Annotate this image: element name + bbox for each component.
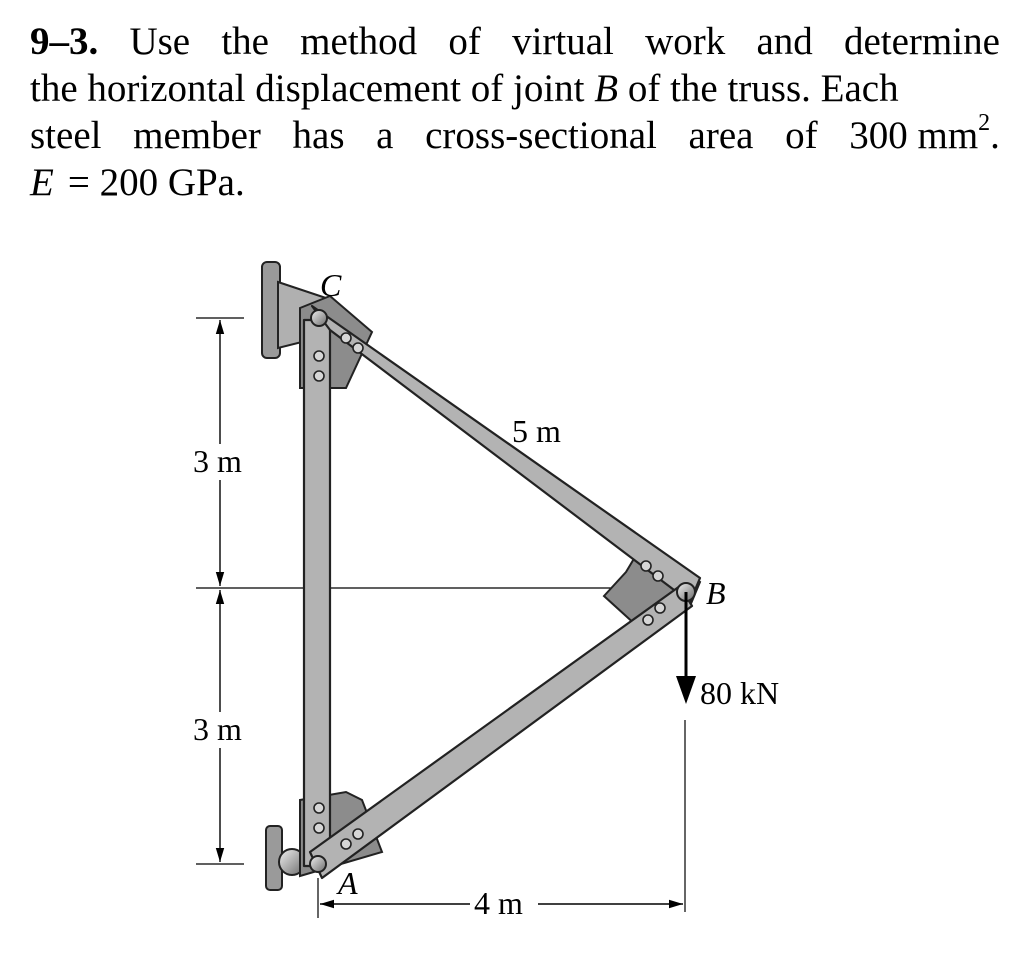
bolt [314,803,324,813]
word: member [133,114,261,157]
word: area [688,114,754,157]
dim-upper-label: 3 m [193,443,242,479]
dim-bottom-label: 4 m [474,885,523,921]
area-number: 300 mm [849,114,979,157]
joint-b-ref: B [594,67,619,110]
load-label: 80 kN [700,675,780,711]
line-2-text-a: the horizontal displacement of joint [30,67,595,110]
dim-lower-label: 3 m [193,711,242,747]
problem-line-2 [30,65,1000,112]
word: a [376,114,394,157]
bolt [314,351,324,361]
problem-statement [30,18,1000,206]
problem-line-4 [30,159,1000,206]
word: the [221,20,269,63]
word: of [785,114,818,157]
modulus-value: = 200 GPa. [67,161,245,204]
member-ca [304,320,330,866]
area-exponent: 2 [978,110,991,136]
word: of [448,20,481,63]
bolt [653,571,663,581]
pin-c [311,310,327,326]
member-cb [312,306,700,602]
pin-a [310,856,326,872]
problem-line-1 [30,18,1000,65]
joint-a-label: A [338,865,358,901]
bolt [314,823,324,833]
word: has [292,114,345,157]
dim-hyp-label: 5 m [512,413,561,449]
word: cross-sectional [425,114,657,157]
bolt [314,371,324,381]
word: steel [30,114,102,157]
word: and [756,20,813,63]
joint-b-label: B [706,575,726,611]
truss-diagram [0,230,1024,970]
modulus-symbol: E [30,161,54,204]
bolt [353,829,363,839]
area-value [849,112,1000,159]
joint-c-label: C [320,267,342,303]
period: . [990,114,1000,157]
bolt [643,615,653,625]
word: Use [129,20,191,63]
bolt [341,839,351,849]
bolt [341,333,351,343]
bolt [353,343,363,353]
member-ab [310,586,692,878]
word: method [300,20,418,63]
word: determine [843,20,1000,63]
problem-line-3 [30,112,1000,159]
load-arrow-head [676,676,696,704]
bolt [641,561,651,571]
gusset-plates [300,296,700,876]
word: virtual [512,20,614,63]
line-2-text-b: of the truss. Each [618,67,899,110]
word: work [645,20,726,63]
problem-number: 9–3. [30,20,99,63]
bolt [655,603,665,613]
